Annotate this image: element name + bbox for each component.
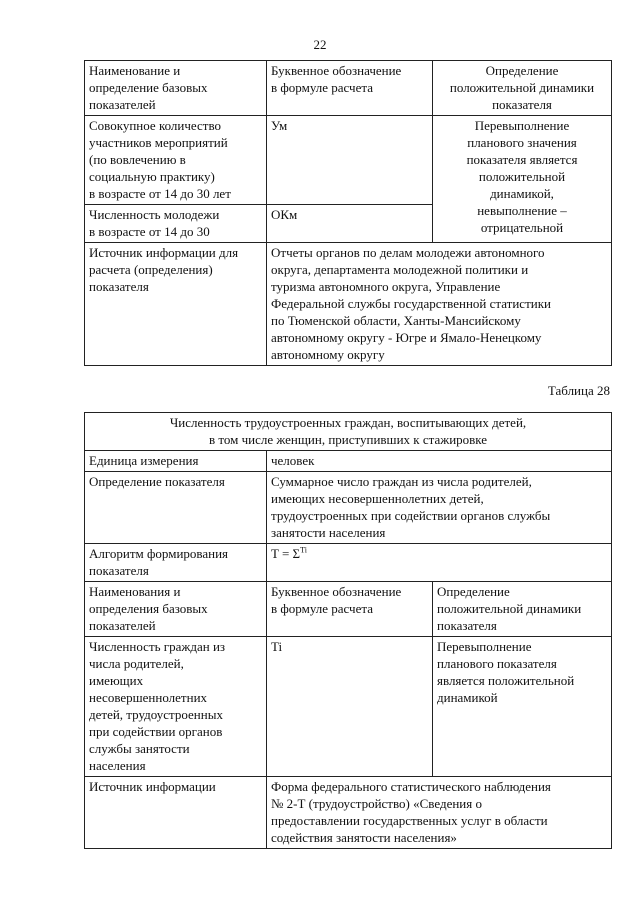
source-value: Отчеты органов по делам молодежи автономного округа, департамента молодежной политики и туризма автономного округа, Управление Федеральной службы государственной статистики по Тюменской области, Ханты-Мансийскому автономному округу - Югре и Ямало-Ненецкому автономному округу: [267, 243, 612, 366]
table-header-row: [85, 582, 612, 637]
formula-main: T = Σ: [271, 546, 301, 561]
indicator-symbol: ОКм: [267, 205, 433, 243]
indicator-name: Численность молодежи в возрасте от 14 до 30: [85, 205, 267, 243]
page-number: 22: [313, 37, 327, 52]
header-letter-symbol: Буквенное обозначение в формуле расчета: [267, 61, 433, 116]
table-row: [85, 544, 612, 582]
definition-value: Суммарное число граждан из числа родителей, имеющих несовершеннолетних детей, трудоустроенных при содействии органов службы занятости населения: [267, 472, 612, 544]
indicator-symbol: Ti: [267, 637, 433, 777]
table-row: [85, 472, 612, 544]
indicator-symbol: Ум: [267, 116, 433, 205]
table-row: [85, 116, 612, 205]
table-row: [85, 451, 612, 472]
source-row: [85, 777, 612, 849]
source-value: Форма федерального статистического наблюдения № 2-Т (трудоустройство) «Сведения о предоставлении государственных услуг в области содействия занятости населения»: [267, 777, 612, 849]
table-header-row: [85, 61, 612, 116]
table-title-row: [85, 413, 612, 451]
header-base-indicators: Наименование и определение базовых показателей: [85, 61, 267, 116]
header-base-indicators: Наименования и определения базовых показателей: [85, 582, 267, 637]
table-row: [85, 637, 612, 777]
table-title: Численность трудоустроенных граждан, воспитывающих детей, в том числе женщин, приступивших к стажировке: [85, 413, 612, 451]
algorithm-label: Алгоритм формирования показателя: [85, 544, 267, 582]
indicator-name: Совокупное количество участников мероприятий (по вовлечению в социальную практику) в возрасте от 14 до 30 лет: [85, 116, 267, 205]
algorithm-formula: [267, 544, 612, 582]
source-label: Источник информации для расчета (определения) показателя: [85, 243, 267, 366]
indicator-dynamics-definition: Перевыполнение планового значения показателя является положительной динамикой, невыполнение – отрицательной: [433, 116, 612, 243]
indicator-table-continued: [84, 60, 612, 366]
unit-label: Единица измерения: [85, 451, 267, 472]
source-label: Источник информации: [85, 777, 267, 849]
indicator-name: Численность граждан из числа родителей, имеющих несовершеннолетних детей, трудоустроенных при содействии органов службы занятости населения: [85, 637, 267, 777]
definition-label: Определение показателя: [85, 472, 267, 544]
header-positive-dynamics: Определение положительной динамики показателя: [433, 582, 612, 637]
unit-value: человек: [267, 451, 612, 472]
header-letter-symbol: Буквенное обозначение в формуле расчета: [267, 582, 433, 637]
table-caption: Таблица 28: [547, 383, 610, 398]
formula-superscript: Ti: [300, 545, 307, 555]
indicator-dynamics-definition: Перевыполнение планового показателя является положительной динамикой: [433, 637, 612, 777]
header-positive-dynamics: Определение положительной динамики показателя: [433, 61, 612, 116]
source-row: [85, 243, 612, 366]
indicator-table-28: [84, 412, 612, 849]
